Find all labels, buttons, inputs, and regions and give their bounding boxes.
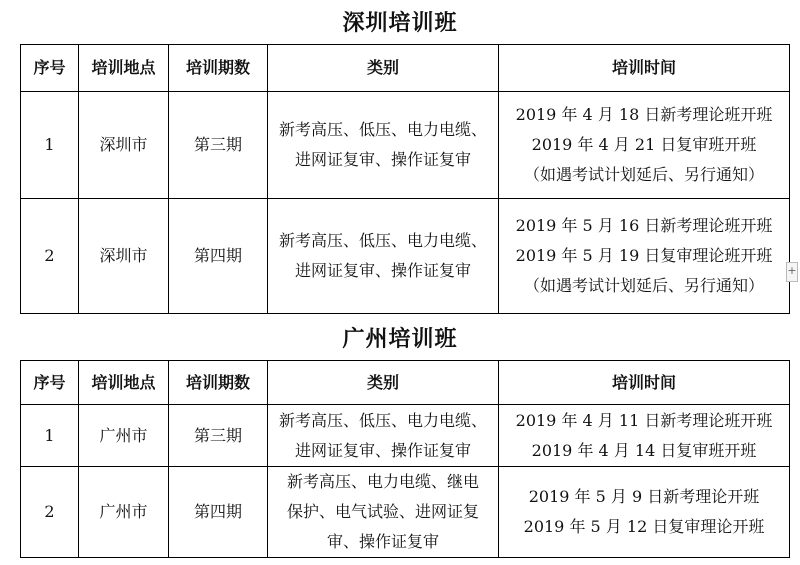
section-title-guangzhou: 广州培训班 — [342, 326, 458, 352]
cell-index: 2 — [21, 467, 79, 558]
cell-period: 第三期 — [169, 92, 268, 199]
time-line: 2019 年 5 月 9 日新考理论开班 — [528, 487, 760, 506]
header-category: 类别 — [268, 45, 499, 92]
cell-place: 广州市 — [79, 405, 169, 467]
expand-handle-icon[interactable]: + — [786, 262, 798, 282]
cell-period: 第四期 — [169, 467, 268, 558]
header-period: 培训期数 — [169, 45, 268, 92]
table-header-row — [21, 45, 790, 92]
table-header-row — [21, 361, 790, 405]
cell-place: 广州市 — [79, 467, 169, 558]
cell-place: 深圳市 — [79, 92, 169, 199]
time-line: 2019 年 4 月 11 日新考理论班开班 — [515, 410, 773, 430]
time-line: 2019 年 5 月 16 日新考理论班开班 — [515, 216, 773, 235]
cell-category — [268, 405, 499, 467]
time-line: （如遇考试计划延后、另行通知） — [523, 276, 764, 295]
category-line: 审、操作证复审 — [326, 532, 439, 551]
header-index: 序号 — [21, 361, 79, 405]
section-title-shenzhen: 深圳培训班 — [342, 10, 458, 36]
cell-index: 1 — [21, 92, 79, 199]
time-line: （如遇考试计划延后、另行通知） — [523, 165, 764, 184]
cell-time — [499, 405, 790, 467]
table-row — [21, 92, 790, 199]
table-row — [21, 405, 790, 467]
category-line: 新考高压、低压、电力电缆、 — [278, 120, 487, 139]
time-line: 2019 年 5 月 19 日复审理论班开班 — [515, 246, 773, 265]
header-index: 序号 — [21, 45, 79, 92]
training-table-guangzhou — [20, 360, 790, 558]
header-category: 类别 — [268, 361, 499, 405]
cell-category — [268, 467, 499, 558]
cell-time — [499, 467, 790, 558]
cell-time — [499, 199, 790, 314]
training-table-shenzhen — [20, 44, 790, 314]
cell-period: 第三期 — [169, 405, 268, 467]
cell-index: 2 — [21, 199, 79, 314]
cell-index: 1 — [21, 405, 79, 467]
category-line: 新考高压、低压、电力电缆、 — [278, 410, 487, 430]
header-period: 培训期数 — [169, 361, 268, 405]
time-line: 2019 年 4 月 21 日复审班开班 — [531, 135, 757, 154]
header-place: 培训地点 — [79, 45, 169, 92]
category-line: 进网证复审、操作证复审 — [294, 261, 471, 280]
category-line: 新考高压、低压、电力电缆、 — [278, 231, 487, 250]
time-line: 2019 年 5 月 12 日复审理论开班 — [523, 517, 765, 536]
table-row — [21, 199, 790, 314]
category-line: 新考高压、电力电缆、继电 — [286, 472, 479, 491]
cell-place: 深圳市 — [79, 199, 169, 314]
category-line: 进网证复审、操作证复审 — [294, 150, 471, 169]
cell-period: 第四期 — [169, 199, 268, 314]
header-time: 培训时间 — [499, 361, 790, 405]
header-time: 培训时间 — [499, 45, 790, 92]
cell-category — [268, 92, 499, 199]
table-row — [21, 467, 790, 558]
header-place: 培训地点 — [79, 361, 169, 405]
time-line: 2019 年 4 月 14 日复审班开班 — [531, 440, 757, 460]
cell-time — [499, 92, 790, 199]
cell-category — [268, 199, 499, 314]
category-line: 进网证复审、操作证复审 — [294, 440, 471, 460]
time-line: 2019 年 4 月 18 日新考理论班开班 — [515, 105, 773, 124]
category-line: 保护、电气试验、进网证复 — [286, 502, 479, 521]
